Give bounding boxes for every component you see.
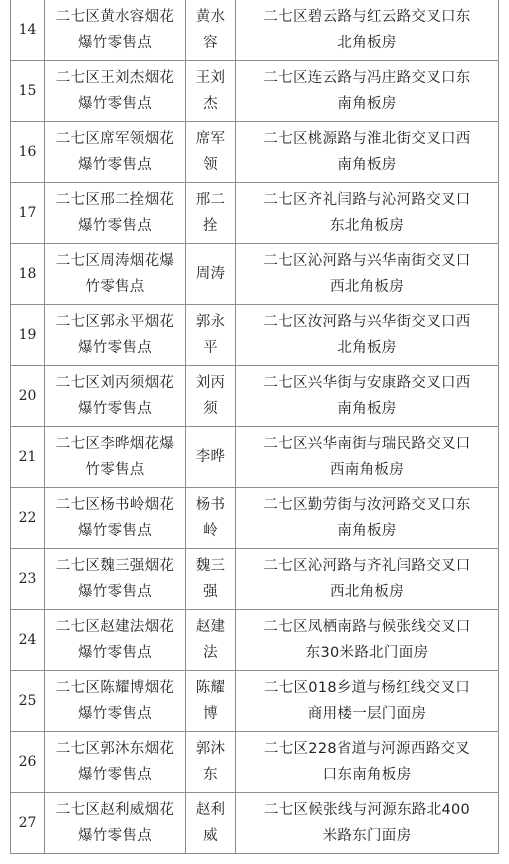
owner-name-line: 赵建 <box>195 619 226 635</box>
shop-name-line: 爆竹零售点 <box>78 767 152 783</box>
row-index: 27 <box>11 793 45 854</box>
row-index: 18 <box>11 244 45 305</box>
shop-name-line: 二七区杨书岭烟花 <box>55 497 175 513</box>
owner-name <box>186 549 236 610</box>
owner-name-line: 邢二 <box>195 192 226 208</box>
shop-name-line: 二七区赵利威烟花 <box>55 802 175 818</box>
shop-address-line: 北角板房 <box>337 35 397 51</box>
owner-name <box>186 122 236 183</box>
shop-address-line: 二七区228省道与河源西路交叉 <box>263 741 471 757</box>
shop-name-line: 二七区郭沐东烟花 <box>55 741 175 757</box>
shop-name-line: 二七区李晔烟花爆 <box>55 436 175 452</box>
shop-address-line: 二七区沁河路与兴华南街交叉口 <box>263 253 471 269</box>
table-row <box>11 366 499 427</box>
shop-name <box>45 122 186 183</box>
shop-name-line: 二七区魏三强烟花 <box>55 558 175 574</box>
shop-address-line: 二七区汝河路与兴华街交叉口西 <box>263 314 471 330</box>
shop-name <box>45 61 186 122</box>
shop-address-line: 南角板房 <box>337 157 397 173</box>
shop-address-line: 商用楼一层门面房 <box>307 706 427 722</box>
shop-address-line: 二七区碧云路与红云路交叉口东 <box>263 9 471 25</box>
table-row <box>11 305 499 366</box>
row-index: 19 <box>11 305 45 366</box>
table-row <box>11 183 499 244</box>
owner-name-line: 杨书 <box>195 497 226 513</box>
shop-address <box>236 61 499 122</box>
owner-name <box>186 366 236 427</box>
owner-name-line: 赵利 <box>195 802 226 818</box>
owner-name-line: 魏三 <box>195 558 226 574</box>
shop-name <box>45 0 186 61</box>
owner-name-line: 须 <box>203 401 218 417</box>
owner-name <box>186 732 236 793</box>
owner-name-line: 周涛 <box>195 266 226 282</box>
shop-address <box>236 366 499 427</box>
owner-name-line: 强 <box>203 584 218 600</box>
owner-name-line: 平 <box>203 340 218 356</box>
shop-name-line: 二七区邢二拴烟花 <box>55 192 175 208</box>
shop-address <box>236 610 499 671</box>
shop-address-line: 南角板房 <box>337 401 397 417</box>
shop-name <box>45 793 186 854</box>
owner-name-line: 法 <box>203 645 218 661</box>
shop-name-line: 二七区席军领烟花 <box>55 131 175 147</box>
owner-name-line: 领 <box>203 157 218 173</box>
table-row <box>11 671 499 732</box>
row-index: 23 <box>11 549 45 610</box>
shop-name-line: 爆竹零售点 <box>78 584 152 600</box>
shop-address-line: 二七区兴华街与安康路交叉口西 <box>263 375 471 391</box>
shop-address-line: 二七区桃源路与淮北街交叉口西 <box>263 131 471 147</box>
shop-address-line: 北角板房 <box>337 340 397 356</box>
row-index: 26 <box>11 732 45 793</box>
shop-address-line: 二七区勤劳街与汝河路交叉口东 <box>263 497 471 513</box>
owner-name <box>186 488 236 549</box>
shop-name <box>45 244 186 305</box>
shop-name <box>45 671 186 732</box>
owner-name <box>186 305 236 366</box>
shop-name-line: 二七区赵建法烟花 <box>55 619 175 635</box>
owner-name-line: 席军 <box>195 131 226 147</box>
shop-name-line: 爆竹零售点 <box>78 645 152 661</box>
shop-address-line: 西南角板房 <box>330 462 404 478</box>
shop-address-line: 东北角板房 <box>330 218 404 234</box>
shop-name-line: 二七区刘丙须烟花 <box>55 375 175 391</box>
table-row <box>11 122 499 183</box>
shop-name-line: 爆竹零售点 <box>78 523 152 539</box>
shop-name-line: 竹零售点 <box>85 279 145 295</box>
shop-address-line: 东30米路北门面房 <box>305 645 429 661</box>
owner-name-line: 陈耀 <box>195 680 226 696</box>
row-index: 16 <box>11 122 45 183</box>
shop-name-line: 爆竹零售点 <box>78 35 152 51</box>
shop-name <box>45 732 186 793</box>
shop-name <box>45 610 186 671</box>
shop-name <box>45 305 186 366</box>
shop-name-line: 爆竹零售点 <box>78 828 152 844</box>
owner-name-line: 博 <box>203 706 218 722</box>
shop-address <box>236 183 499 244</box>
shop-address <box>236 793 499 854</box>
owner-name-line: 李晔 <box>195 449 226 465</box>
shop-address <box>236 549 499 610</box>
table-row <box>11 549 499 610</box>
owner-name-line: 王刘 <box>195 70 226 86</box>
table-row <box>11 610 499 671</box>
shop-address-line: 口东南角板房 <box>322 767 412 783</box>
owner-name <box>186 0 236 61</box>
table-row <box>11 0 499 61</box>
owner-name-line: 岭 <box>203 523 218 539</box>
shop-name-line: 二七区黄水容烟花 <box>55 9 175 25</box>
table-row <box>11 488 499 549</box>
owner-name-line: 东 <box>203 767 218 783</box>
owner-name-line: 容 <box>203 35 218 51</box>
table-row <box>11 427 499 488</box>
shop-name-line: 竹零售点 <box>85 462 145 478</box>
shop-address-line: 二七区凤栖南路与候张线交叉口 <box>263 619 471 635</box>
owner-name <box>186 427 236 488</box>
shop-address-line: 南角板房 <box>337 523 397 539</box>
shop-name-line: 爆竹零售点 <box>78 96 152 112</box>
table-row <box>11 244 499 305</box>
owner-name <box>186 793 236 854</box>
table-row <box>11 793 499 854</box>
shop-name-line: 爆竹零售点 <box>78 401 152 417</box>
owner-name-line: 杰 <box>203 96 218 112</box>
shop-name-line: 爆竹零售点 <box>78 157 152 173</box>
owner-name-line: 郭沐 <box>195 741 226 757</box>
table-body <box>11 0 499 854</box>
shop-address-line: 米路东门面房 <box>322 828 412 844</box>
shop-address <box>236 122 499 183</box>
shop-name-line: 爆竹零售点 <box>78 218 152 234</box>
shop-address <box>236 244 499 305</box>
owner-name-line: 黄水 <box>195 9 226 25</box>
shop-address-line: 南角板房 <box>337 96 397 112</box>
table-row <box>11 732 499 793</box>
shop-name <box>45 427 186 488</box>
shop-name <box>45 488 186 549</box>
row-index: 22 <box>11 488 45 549</box>
shop-name-line: 二七区王刘杰烟花 <box>55 70 175 86</box>
owner-name <box>186 671 236 732</box>
owner-name-line: 刘丙 <box>195 375 226 391</box>
row-index: 17 <box>11 183 45 244</box>
owner-name <box>186 610 236 671</box>
owner-name <box>186 183 236 244</box>
row-index: 15 <box>11 61 45 122</box>
shop-address-line: 西北角板房 <box>330 584 404 600</box>
shop-name-line: 二七区周涛烟花爆 <box>55 253 175 269</box>
shop-name <box>45 366 186 427</box>
owner-name <box>186 61 236 122</box>
shop-name-line: 二七区郭永平烟花 <box>55 314 175 330</box>
shop-address <box>236 427 499 488</box>
row-index: 21 <box>11 427 45 488</box>
shop-name <box>45 549 186 610</box>
row-index: 14 <box>11 0 45 61</box>
shop-address-line: 二七区候张线与河源东路北400 <box>263 802 471 818</box>
shop-address-line: 西北角板房 <box>330 279 404 295</box>
row-index: 24 <box>11 610 45 671</box>
table-row <box>11 61 499 122</box>
shop-address-line: 二七区沁河路与齐礼闫路交叉口 <box>263 558 471 574</box>
shop-name-line: 二七区陈耀博烟花 <box>55 680 175 696</box>
shop-address-line: 二七区兴华南街与瑞民路交叉口 <box>263 436 471 452</box>
shop-name <box>45 183 186 244</box>
shop-address <box>236 732 499 793</box>
shop-address <box>236 0 499 61</box>
shop-address-line: 二七区连云路与冯庄路交叉口东 <box>263 70 471 86</box>
shop-address-line: 二七区齐礼闫路与沁河路交叉口 <box>263 192 471 208</box>
retail-points-table <box>10 0 499 854</box>
owner-name <box>186 244 236 305</box>
shop-name-line: 爆竹零售点 <box>78 340 152 356</box>
owner-name-line: 威 <box>203 828 218 844</box>
row-index: 20 <box>11 366 45 427</box>
owner-name-line: 郭永 <box>195 314 226 330</box>
shop-name-line: 爆竹零售点 <box>78 706 152 722</box>
shop-address <box>236 305 499 366</box>
row-index: 25 <box>11 671 45 732</box>
shop-address-line: 二七区018乡道与杨红线交叉口 <box>263 680 471 696</box>
owner-name-line: 拴 <box>203 218 218 234</box>
shop-address <box>236 671 499 732</box>
shop-address <box>236 488 499 549</box>
